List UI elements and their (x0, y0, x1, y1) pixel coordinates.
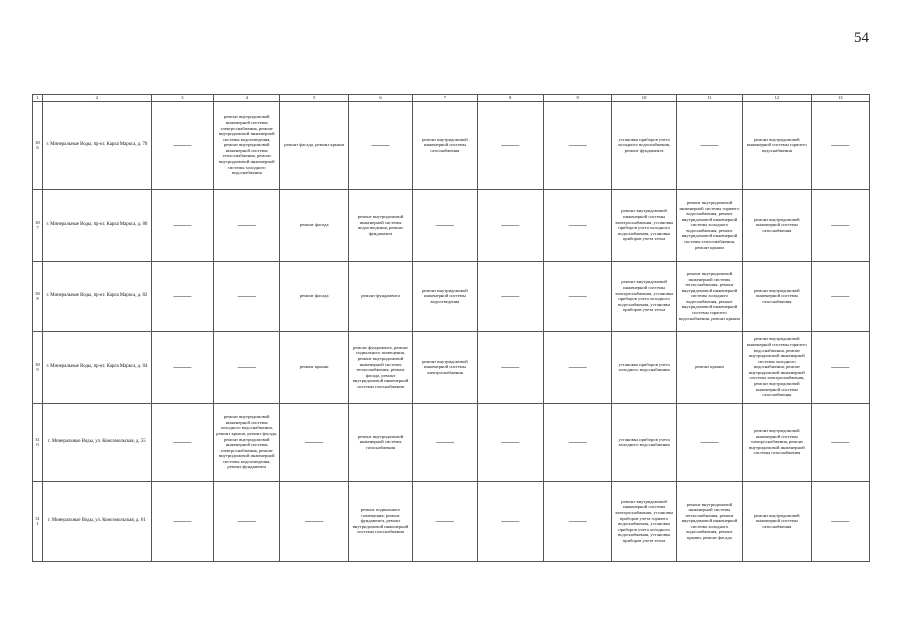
table-cell: —— (477, 331, 543, 403)
address-cell: г. Минеральные Воды, пр-кт. Карла Маркса, д. 78 (43, 101, 152, 189)
table-cell: —— (348, 101, 412, 189)
table-row (33, 189, 870, 261)
table-cell: —— (214, 189, 280, 261)
row-number-cell: 308 (33, 261, 43, 331)
table-row (33, 403, 870, 481)
row-number-cell: 309 (33, 331, 43, 403)
table-cell: —— (543, 403, 611, 481)
table-cell: —— (676, 101, 742, 189)
table-cell: —— (811, 101, 869, 189)
table-cell: —— (151, 189, 213, 261)
table-cell: —— (477, 403, 543, 481)
table-cell: —— (151, 101, 213, 189)
address-cell: г. Минеральные Воды, пр-кт. Карла Маркса, д. 82 (43, 261, 152, 331)
table-cell: установка приборов учета холодного водоснабжения, ремонт фундамента (612, 101, 676, 189)
table-cell: —— (543, 101, 611, 189)
table-cell: ремонт внутридомовой инженерной системы электроснабжения (413, 331, 477, 403)
table-cell: ремонт внутридомовой инженерной системы электроснабжения, установка приборов учета горячего водоснабжения, установка приборов учета холодного водоснабжения, установка приборов учета тепла (612, 481, 676, 561)
address-cell: г. Минеральные Воды, пр-кт. Карла Маркса, д. 80 (43, 189, 152, 261)
table-cell: —— (811, 331, 869, 403)
table-cell: установка приборов учета холодного водоснабжения (612, 331, 676, 403)
table-cell: —— (151, 403, 213, 481)
page-number: 54 (854, 30, 869, 46)
table-cell: —— (811, 403, 869, 481)
table-cell: ремонт фасада, ремонт крыши (280, 101, 348, 189)
address-cell: г. Минеральные Воды, пр-кт. Карла Маркса, д. 84 (43, 331, 152, 403)
table-cell: —— (214, 331, 280, 403)
header-row (33, 95, 870, 102)
table-cell: ремонт внутридомовой инженерной системы горячего водоснабжения (743, 101, 811, 189)
table-cell: ремонт внутридомовой инженерной системы холодного водоснабжения, ремонт крыши, ремонт фасада, ремонт внутридомовой инженерной системы электроснабжения, ремонт внутридомовой инженерной системы водоотведения, ремонт фундамента (214, 403, 280, 481)
column-header: 11 (676, 95, 742, 102)
table-cell: —— (543, 189, 611, 261)
table-cell: ремонт фасада (280, 261, 348, 331)
table-row (33, 101, 870, 189)
table-cell: ремонт внутридомовой инженерной системы водоотведения (413, 261, 477, 331)
column-header: 1 (33, 95, 43, 102)
table-cell: —— (477, 101, 543, 189)
table-cell: —— (413, 481, 477, 561)
table-cell: —— (676, 403, 742, 481)
table-cell: ремонт внутридомовой инженерной системы газоснабжения (348, 403, 412, 481)
table-cell: ремонт фасада (280, 189, 348, 261)
table-cell: —— (151, 261, 213, 331)
column-header: 12 (743, 95, 811, 102)
table-cell: ремонт внутридомовой инженерной системы горячего водоснабжения, ремонт внутридомовой инженерной системы холодного водоснабжения, ремонт внутридомовой инженерной системы теплоснабжения, ремонт крыши (676, 189, 742, 261)
table-cell: ремонт внутридомовой инженерной системы электроснабжения, ремонт внутридомовой инженерной системы водоотведения, ремонт внутридомовой инженерной системы теплоснабжения, ремонт внутридомовой инженерной системы холодного водоснабжения (214, 101, 280, 189)
table-cell: —— (413, 189, 477, 261)
table-cell: —— (151, 481, 213, 561)
column-header: 3 (151, 95, 213, 102)
table-cell: —— (413, 403, 477, 481)
row-number-cell: 306 (33, 101, 43, 189)
column-header: 13 (811, 95, 869, 102)
table-row (33, 331, 870, 403)
table-cell: ремонт внутридомовой инженерной системы электроснабжения, установка приборов учета холодного водоснабжения, установка приборов учета тепла (612, 261, 676, 331)
column-header: 6 (348, 95, 412, 102)
column-header: 7 (413, 95, 477, 102)
table-cell: ремонт внутридомовой инженерной системы электроснабжения, ремонт внутридомовой инженерной системы газоснабжения (743, 403, 811, 481)
table-cell: ремонт внутридомовой инженерной системы газоснабжения (743, 189, 811, 261)
table-cell: —— (543, 331, 611, 403)
table-cell: —— (477, 481, 543, 561)
table-cell: ремонт внутридомовой инженерной системы теплоснабжения, ремонт внутридомовой инженерной системы холодного водоснабжения, ремонт внутридомовой инженерной системы горячего водоснабжения, ремонт крыши (676, 261, 742, 331)
table-cell: ремонт подвального помещения, ремонт фундамента, ремонт внутридомовой инженерной системы газоснабжения (348, 481, 412, 561)
table-cell: —— (151, 331, 213, 403)
table-cell: —— (214, 481, 280, 561)
table-cell: ремонт фундамента, ремонт подвального помещения, ремонт внутридомовой инженерной системы теплоснабжения, ремонт фасада, ремонт внутридомовой инженерной системы газоснабжения (348, 331, 412, 403)
row-number-cell: 311 (33, 481, 43, 561)
table-cell: ремонт внутридомовой инженерной системы горячего водоснабжения, ремонт внутридомовой инженерной системы холодного водоснабжения, ремонт внутридомовой инженерной системы электроснабжения, ремонт внутридомовой инженерной системы газоснабжения (743, 331, 811, 403)
table-cell: —— (811, 481, 869, 561)
row-number-cell: 310 (33, 403, 43, 481)
table-cell: установка приборов учета холодного водоснабжения (612, 403, 676, 481)
table-cell: ремонт внутридомовой инженерной системы водоотведения, ремонт фундамента (348, 189, 412, 261)
table-cell: —— (543, 261, 611, 331)
table-cell: ремонт внутридомовой инженерной системы газоснабжения (743, 261, 811, 331)
table-cell: —— (280, 403, 348, 481)
table-cell: ремонт крыши (280, 331, 348, 403)
column-header: 9 (543, 95, 611, 102)
table-cell: ремонт внутридомовой инженерной системы электроснабжения, установка приборов учета холодного водоснабжения, установка приборов учета тепла (612, 189, 676, 261)
table-cell: ремонт внутридомовой инженерной системы газоснабжения (413, 101, 477, 189)
table-cell: —— (214, 261, 280, 331)
table-row (33, 261, 870, 331)
table-cell: ремонт внутридомовой инженерной системы газоснабжения (743, 481, 811, 561)
row-number-cell: 307 (33, 189, 43, 261)
column-header: 8 (477, 95, 543, 102)
column-header: 10 (612, 95, 676, 102)
table-cell: —— (477, 189, 543, 261)
table-cell: —— (811, 261, 869, 331)
table-cell: —— (477, 261, 543, 331)
table-cell: —— (280, 481, 348, 561)
address-cell: г. Минеральные Воды, ул. Комсомольская, д. 55 (43, 403, 152, 481)
repair-schedule-table (32, 94, 870, 562)
column-header: 5 (280, 95, 348, 102)
address-cell: г. Минеральные Воды, ул. Комсомольская, д. 61 (43, 481, 152, 561)
table-cell: —— (543, 481, 611, 561)
column-header: 4 (214, 95, 280, 102)
column-header: 2 (43, 95, 152, 102)
table-cell: —— (811, 189, 869, 261)
table-cell: ремонт внутридомовой инженерной системы теплоснабжения, ремонт внутридомовой инженерной системы холодного водоснабжения, ремонт крыши, ремонт фасада (676, 481, 742, 561)
table-cell: ремонт крыши (676, 331, 742, 403)
table-row (33, 481, 870, 561)
table-cell: ремонт фундамента (348, 261, 412, 331)
